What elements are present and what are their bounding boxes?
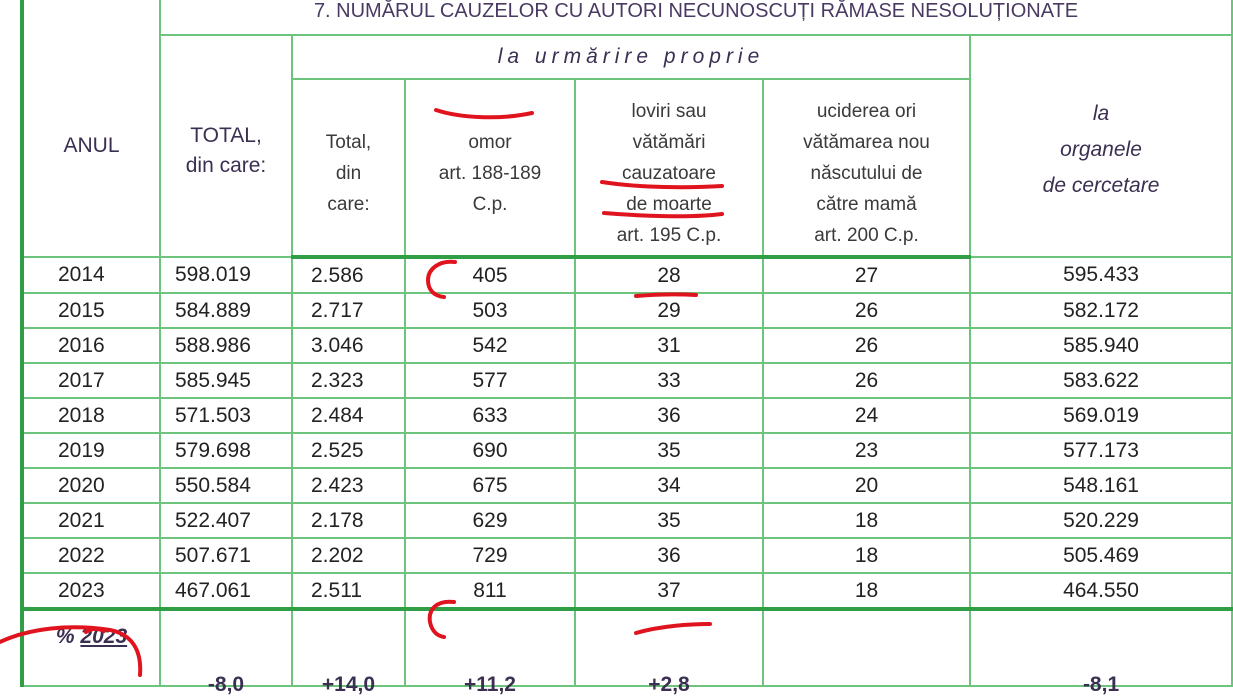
own-total-cell: 2.323	[292, 363, 405, 398]
statistics-table	[20, 0, 1233, 696]
total-cell: 579.698	[160, 433, 292, 468]
own-investigation-header: la urmărire proprie	[292, 35, 970, 79]
ucidere-cell: 18	[763, 573, 970, 609]
year-cell: 2020	[22, 468, 160, 503]
percent-total-cell	[160, 609, 292, 696]
organe-cell: 583.622	[970, 363, 1232, 398]
total-cell: 584.889	[160, 293, 292, 328]
table-row	[22, 433, 1232, 468]
loviri-cell: 37	[575, 573, 763, 609]
percent-total-value: -8,0	[207, 673, 245, 696]
own-total-header-line-3: care:	[327, 194, 370, 215]
ucidere-cell: 26	[763, 293, 970, 328]
own-total-cell: 2.484	[292, 398, 405, 433]
percent-omor-cell	[405, 609, 575, 696]
title-spacer-cell	[22, 0, 160, 35]
table-row	[22, 293, 1232, 328]
loviri-cell: 36	[575, 538, 763, 573]
omor-cell: 542	[405, 328, 575, 363]
year-cell: 2019	[22, 433, 160, 468]
own-total-cell: 2.511	[292, 573, 405, 609]
percent-loviri-value: +2,8	[648, 673, 690, 696]
total-cell: 598.019	[160, 257, 292, 293]
own-total-cell: 2.525	[292, 433, 405, 468]
loviri-cell: 36	[575, 398, 763, 433]
ucidere-cell: 18	[763, 538, 970, 573]
omor-cell: 405	[405, 257, 575, 293]
table-row	[22, 538, 1232, 573]
table-row	[22, 398, 1232, 433]
organs-header-line-3: de cercetare	[1042, 174, 1160, 197]
ucidere-cell: 26	[763, 328, 970, 363]
organe-cell: 582.172	[970, 293, 1232, 328]
table-row	[22, 257, 1232, 293]
ucidere-cell: 23	[763, 433, 970, 468]
percent-organe-value: -8,1	[1082, 673, 1120, 696]
header-row-1	[22, 35, 1232, 79]
ucidere-cell: 18	[763, 503, 970, 538]
table-row	[22, 503, 1232, 538]
total-cell: 467.061	[160, 573, 292, 609]
organe-cell: 520.229	[970, 503, 1232, 538]
year-column-header: ANUL	[22, 35, 160, 257]
own-total-cell: 2.717	[292, 293, 405, 328]
ucidere-header-line-2: vătămarea nou	[803, 132, 930, 153]
year-cell: 2022	[22, 538, 160, 573]
percent-own-total-value: +14,0	[321, 673, 376, 696]
loviri-cell: 33	[575, 363, 763, 398]
ucidere-cell: 20	[763, 468, 970, 503]
year-cell: 2018	[22, 398, 160, 433]
year-cell: 2016	[22, 328, 160, 363]
table-row	[22, 573, 1232, 609]
loviri-header-line-3: cauzatoare	[621, 163, 716, 184]
loviri-header-line-2: vătămări	[632, 132, 706, 153]
year-cell: 2021	[22, 503, 160, 538]
percent-row-label	[22, 609, 160, 686]
total-cell: 522.407	[160, 503, 292, 538]
table-row	[22, 328, 1232, 363]
organs-column-header	[970, 35, 1232, 257]
total-header-line-2: din care:	[185, 154, 267, 177]
omor-cell: 690	[405, 433, 575, 468]
organe-cell: 548.161	[970, 468, 1232, 503]
table-title: 7. NUMĂRUL CAUZELOR CU AUTORI NECUNOSCUȚI RĂMASE NESOLUȚIONATE	[160, 0, 1232, 35]
total-cell: 588.986	[160, 328, 292, 363]
ucidere-header-line-4: către mamă	[816, 194, 917, 215]
omor-cell: 503	[405, 293, 575, 328]
table-title-row	[22, 0, 1232, 35]
omor-header-line-2: art. 188-189	[438, 163, 542, 184]
ucidere-header-line-3: născutului de	[810, 163, 923, 184]
total-cell: 585.945	[160, 363, 292, 398]
percent-own-total-cell	[292, 609, 405, 696]
omor-cell: 629	[405, 503, 575, 538]
percent-omor-value: +11,2	[464, 673, 516, 696]
own-total-cell: 3.046	[292, 328, 405, 363]
omor-cell: 729	[405, 538, 575, 573]
loviri-cell: 31	[575, 328, 763, 363]
organe-cell: 577.173	[970, 433, 1232, 468]
own-total-header-line-1: Total,	[325, 132, 372, 153]
year-cell: 2017	[22, 363, 160, 398]
total-cell: 507.671	[160, 538, 292, 573]
omor-cell: 577	[405, 363, 575, 398]
percent-change-row	[22, 609, 1232, 686]
own-total-cell: 2.423	[292, 468, 405, 503]
ucidere-cell: 27	[763, 257, 970, 293]
percent-year: 2023	[80, 625, 128, 648]
percent-sign: %	[55, 625, 75, 648]
total-header-line-1: TOTAL,	[190, 124, 262, 147]
own-total-column-header	[292, 79, 405, 257]
loviri-header-line-4: de moarte	[626, 194, 712, 215]
ucidere-column-header	[763, 79, 970, 257]
own-total-cell: 2.178	[292, 503, 405, 538]
omor-cell: 675	[405, 468, 575, 503]
ucidere-cell: 26	[763, 363, 970, 398]
total-cell: 571.503	[160, 398, 292, 433]
omor-cell: 633	[405, 398, 575, 433]
year-cell: 2014	[22, 257, 160, 293]
year-cell: 2015	[22, 293, 160, 328]
percent-ucidere-cell	[763, 609, 970, 686]
loviri-cell: 35	[575, 433, 763, 468]
loviri-header-line-1: loviri sau	[631, 101, 707, 122]
organs-header-line-2: organele	[1060, 138, 1142, 161]
own-total-cell: 2.202	[292, 538, 405, 573]
loviri-column-header	[575, 79, 763, 257]
loviri-cell: 34	[575, 468, 763, 503]
loviri-cell: 28	[575, 257, 763, 293]
organe-cell: 464.550	[970, 573, 1232, 609]
organe-cell: 585.940	[970, 328, 1232, 363]
organe-cell: 595.433	[970, 257, 1232, 293]
own-total-cell: 2.586	[292, 257, 405, 293]
percent-loviri-cell	[575, 609, 763, 696]
omor-header-line-1: omor	[468, 132, 512, 153]
ucidere-header-line-5: art. 200 C.p.	[814, 225, 919, 246]
omor-column-header	[405, 79, 575, 257]
organs-header-line-1: la	[1092, 102, 1110, 125]
loviri-header-line-5: art. 195 C.p.	[616, 225, 722, 246]
year-cell: 2023	[22, 573, 160, 609]
loviri-cell: 29	[575, 293, 763, 328]
total-column-header	[160, 35, 292, 257]
loviri-cell: 35	[575, 503, 763, 538]
omor-header-line-3: C.p.	[472, 194, 508, 215]
table-row	[22, 363, 1232, 398]
total-cell: 550.584	[160, 468, 292, 503]
percent-organe-cell	[970, 609, 1232, 696]
organe-cell: 569.019	[970, 398, 1232, 433]
ucidere-cell: 24	[763, 398, 970, 433]
organe-cell: 505.469	[970, 538, 1232, 573]
omor-cell: 811	[405, 573, 575, 609]
ucidere-header-line-1: uciderea ori	[816, 101, 917, 122]
table-row	[22, 468, 1232, 503]
own-total-header-line-2: din	[335, 163, 362, 184]
